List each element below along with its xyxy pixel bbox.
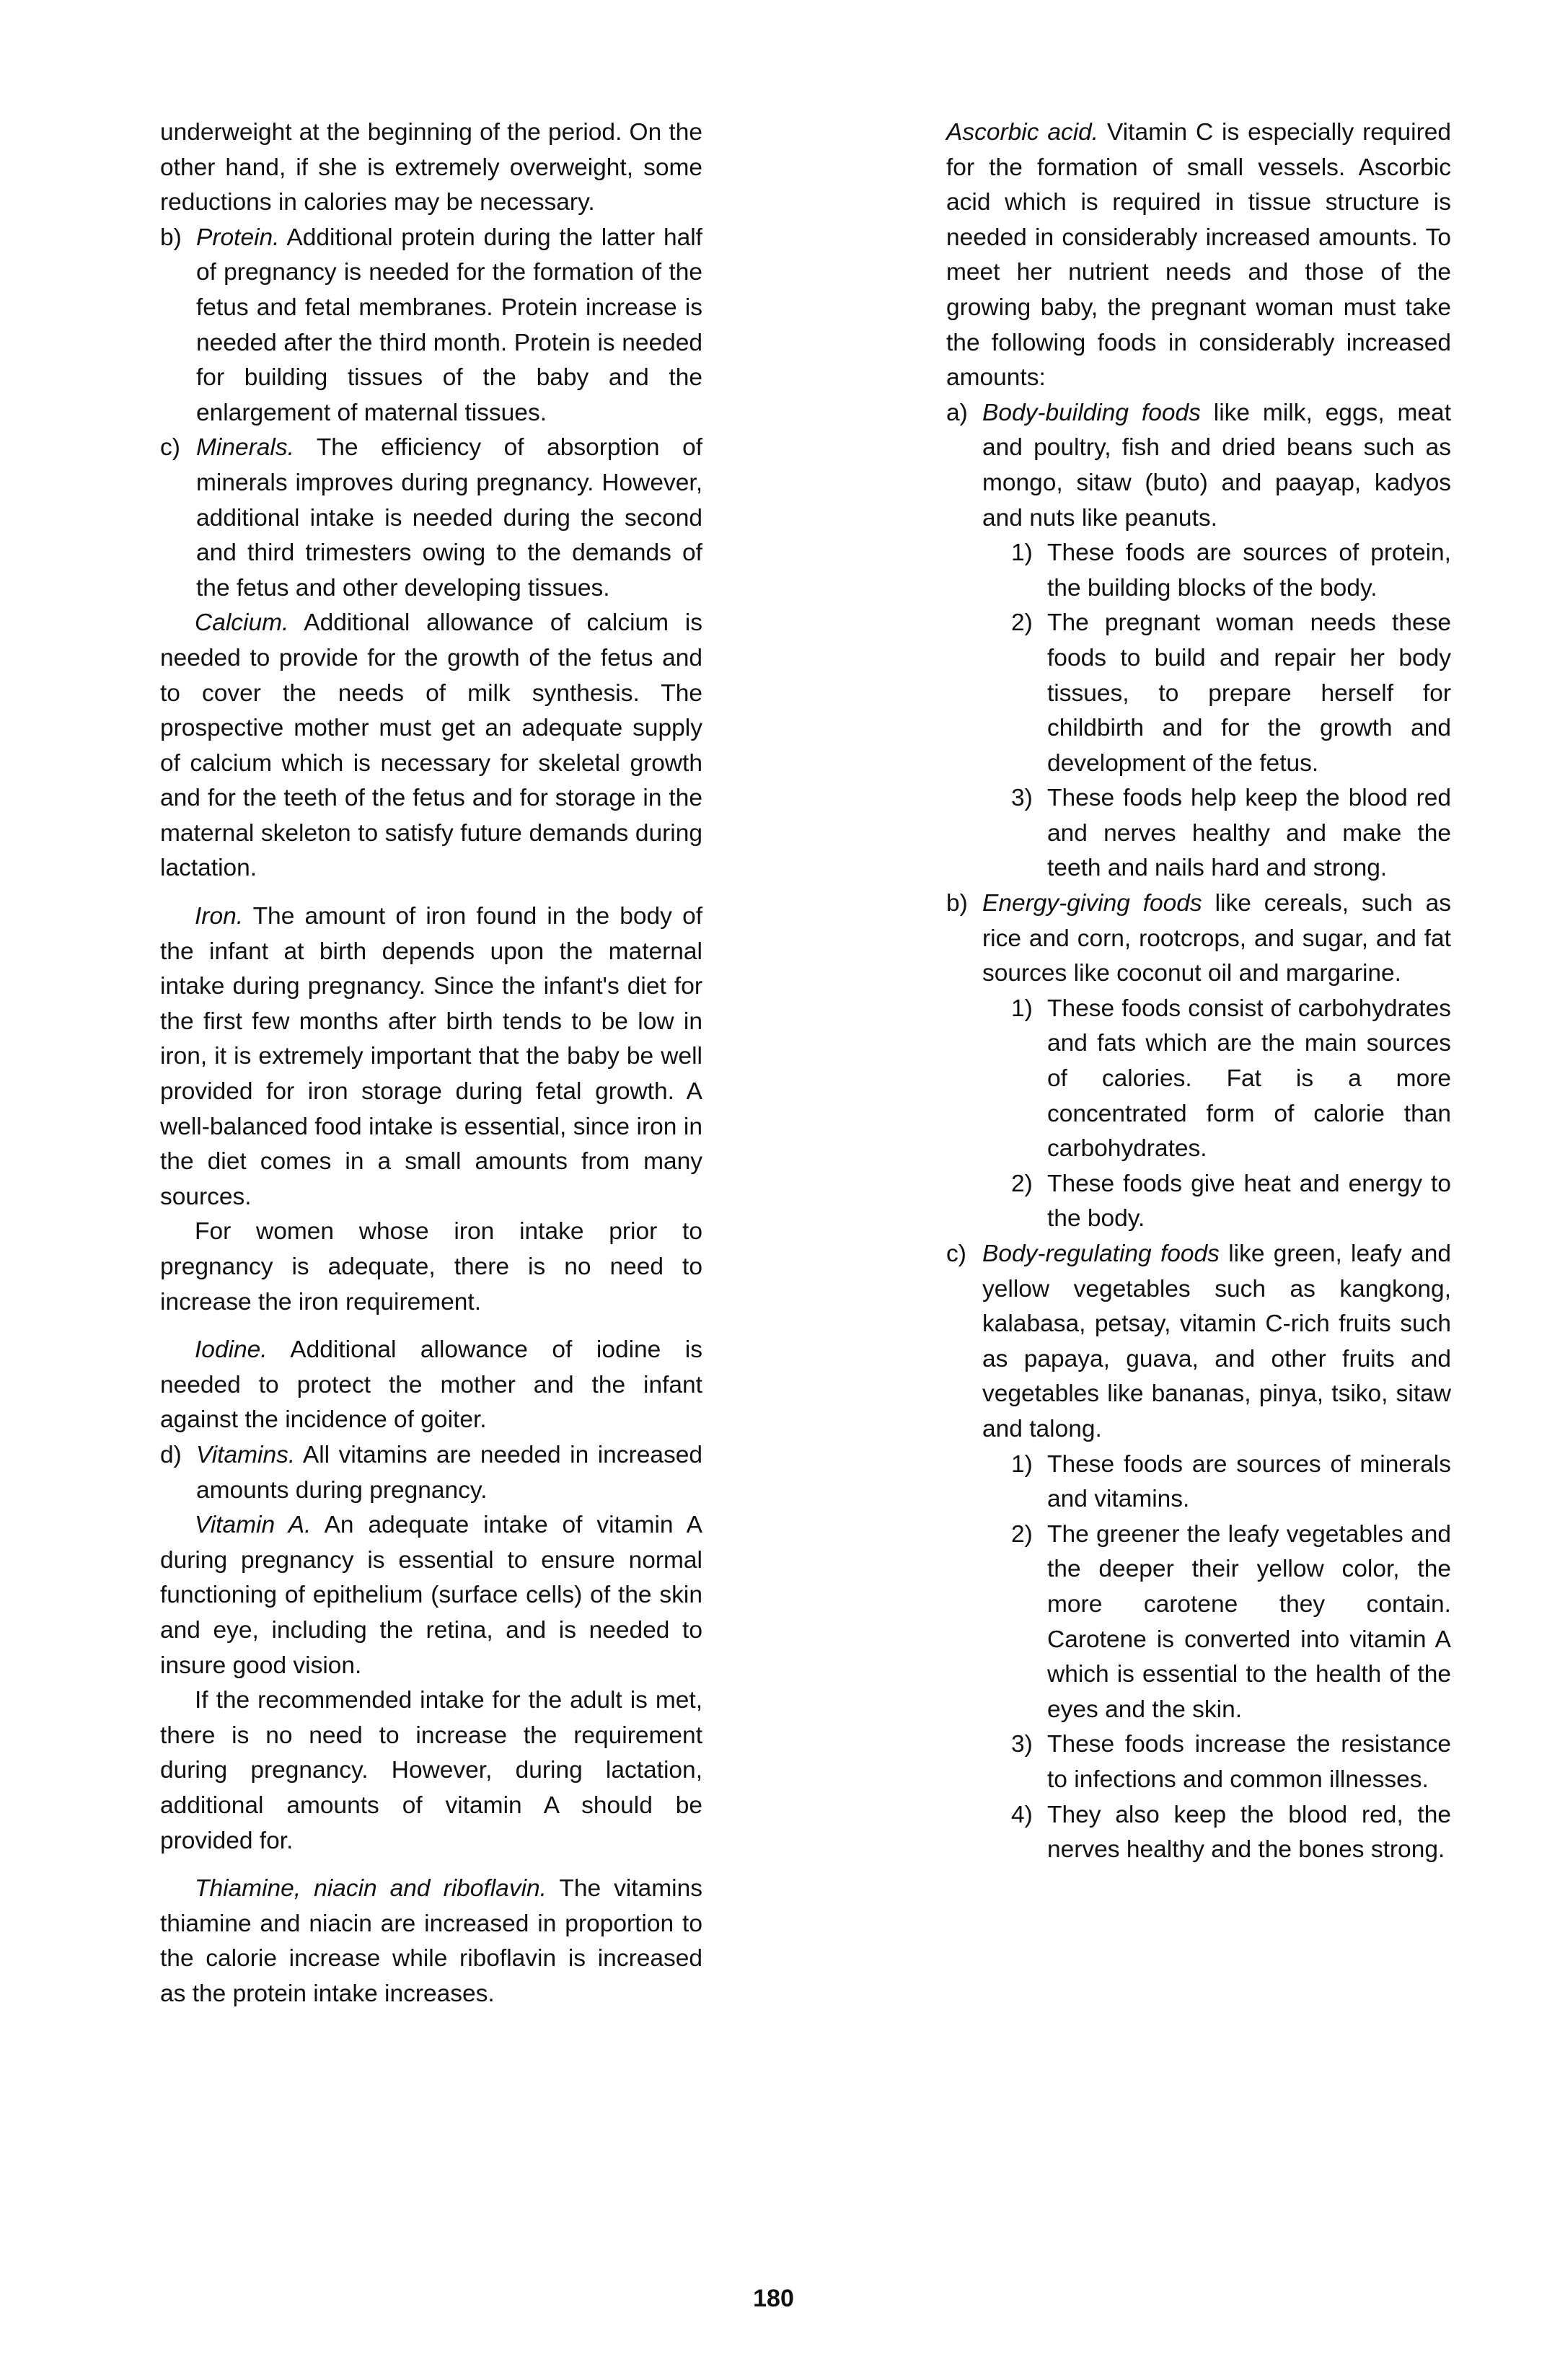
- left-column: [160, 115, 702, 2011]
- list-item-text: These foods are sources of minerals and vitamins.: [1047, 1450, 1451, 1513]
- ascorbic-text: Vitamin C is especially required for the formation of small vessels. Ascorbic acid which is required in tissue structure is needed in considerably increased amounts. To meet her nutrient needs and those of the growing baby, the pregnant woman must take the following foods in considerably increased amounts:: [946, 119, 1452, 392]
- iodine-text: Additional allowance of iodine is needed to protect the mother and the infant against the incidence of goiter.: [160, 1336, 702, 1434]
- list-label: 1): [1011, 539, 1033, 567]
- section-heading-body-building: Body-building foods: [982, 399, 1201, 426]
- list-item: [1011, 992, 1451, 1167]
- list-item-body-regulating: [946, 1237, 1451, 1447]
- vitamin-a-paragraph: [160, 1508, 702, 1683]
- list-label: 4): [1011, 1801, 1033, 1828]
- list-item-protein: [160, 221, 702, 431]
- list-item-text: These foods give heat and energy to the body.: [1047, 1170, 1451, 1233]
- list-item-text: These foods are sources of protein, the building blocks of the body.: [1047, 539, 1451, 601]
- section-heading-iron: Iron.: [195, 903, 244, 930]
- calcium-paragraph: [160, 606, 702, 886]
- section-heading-protein: Protein.: [196, 224, 280, 251]
- list-label: b): [160, 224, 182, 251]
- list-label: d): [160, 1441, 182, 1468]
- list-item-text: These foods help keep the blood red and nerves healthy and make the teeth and nails hard and strong.: [1047, 785, 1451, 882]
- iron-paragraph: [160, 899, 702, 1215]
- calcium-text: Additional allowance of calcium is needed to provide for the growth of the fetus and to cover the needs of milk synthesis. The prospective mother must get an adequate supply of calcium which is necessary for skeletal growth and for the teeth of the fetus and for storage in the maternal skeleton to satisfy future demands during lactation.: [160, 609, 702, 882]
- vitamins-text: All vitamins are needed in increased amounts during pregnancy.: [196, 1441, 702, 1504]
- section-heading-iodine: Iodine.: [195, 1336, 268, 1364]
- right-column: [946, 115, 1451, 1868]
- section-heading-minerals: Minerals.: [196, 434, 294, 462]
- list-item-energy-giving: [946, 886, 1451, 992]
- section-heading-thiamine: Thiamine, niacin and riboflavin.: [195, 1875, 547, 1903]
- list-label: 2): [1011, 1170, 1033, 1197]
- protein-text: Additional protein during the latter half of pregnancy is needed for the formation of the fetus and fetal membranes. Protein increase is needed after the third month. Protein is needed for building tissues of the baby and the enlargement of maternal tissues.: [196, 224, 702, 426]
- list-item: [1011, 606, 1451, 781]
- page-number: 180: [753, 2285, 794, 2312]
- iron-text: The amount of iron found in the body of the infant at birth depends upon the maternal intake during pregnancy. Since the infant's diet for the first few months after birth tends to be low in iron, it is extremely important that the baby be well provided for iron storage during fetal growth. A well-balanced food intake is essential, since iron in the diet comes in a small amounts from many sources.: [160, 903, 703, 1210]
- list-label: c): [160, 434, 180, 462]
- vitamin-a-text: An adequate intake of vitamin A during pregnancy is essential to ensure normal functioning of epithelium (surface cells) of the skin and eye, including the retina, and is needed to insure good vision.: [160, 1512, 702, 1679]
- thiamine-paragraph: [160, 1872, 702, 2011]
- list-label: 3): [1011, 1731, 1033, 1758]
- iron-paragraph-2: For women whose iron intake prior to pregnancy is adequate, there is no need to increase the iron requirement.: [160, 1218, 702, 1315]
- list-label: c): [946, 1240, 966, 1267]
- intro-paragraph: underweight at the beginning of the period. On the other hand, if she is extremely overweight, some reductions in calories may be necessary.: [160, 119, 702, 216]
- vitamin-a-paragraph-2: If the recommended intake for the adult is met, there is no need to increase the requirement during pregnancy. However, during lactation, additional amounts of vitamin A should be provided for.: [160, 1687, 702, 1854]
- list-label: 2): [1011, 609, 1033, 637]
- body-regulating-text: like green, leafy and yellow vegetables such as kangkong, kalabasa, petsay, vitamin C-rich fruits such as papaya, guava, and other fruits and vegetables like bananas, pinya, tsiko, sitaw and talong.: [982, 1240, 1451, 1442]
- list-item-vitamins: [160, 1438, 702, 1508]
- list-item: [1011, 536, 1451, 606]
- list-label: b): [946, 890, 968, 917]
- list-label: 3): [1011, 785, 1033, 812]
- minerals-text: The efficiency of absorption of minerals improves during pregnancy. However, additional intake is needed during the second and third trimesters owing to the demands of the fetus and other developing tissues.: [196, 434, 703, 601]
- section-heading-vitamins: Vitamins.: [196, 1441, 296, 1468]
- list-item-text: These foods consist of carbohydrates and fats which are the main sources of calories. Fat is a more concentrated form of calorie than carbohydrates.: [1047, 995, 1451, 1163]
- list-item: [1011, 781, 1451, 886]
- list-item: [1011, 1167, 1451, 1237]
- section-heading-vitamin-a: Vitamin A.: [195, 1512, 312, 1539]
- list-label: 2): [1011, 1520, 1033, 1548]
- list-label: a): [946, 399, 968, 426]
- section-heading-calcium: Calcium.: [195, 609, 289, 637]
- list-label: 1): [1011, 995, 1033, 1022]
- list-item: [1011, 1798, 1451, 1868]
- list-item-text: The greener the leafy vegetables and the deeper their yellow color, the more carotene they contain. Carotene is converted into vitamin A which is essential to the health of the eyes and the skin.: [1047, 1520, 1451, 1723]
- body-building-text: like milk, eggs, meat and poultry, fish and dried beans such as mongo, sitaw (buto) and paayap, kadyos and nuts like peanuts.: [982, 399, 1452, 532]
- list-item-text: These foods increase the resistance to infections and common illnesses.: [1047, 1731, 1451, 1793]
- list-item: [1011, 1727, 1451, 1797]
- iodine-paragraph: [160, 1333, 702, 1438]
- list-item: [1011, 1447, 1451, 1517]
- list-item-minerals: [160, 431, 702, 606]
- list-item-text: The pregnant woman needs these foods to build and repair her body tissues, to prepare herself for childbirth and for the growth and development of the fetus.: [1047, 609, 1451, 777]
- energy-giving-text: like cereals, such as rice and corn, rootcrops, and sugar, and fat sources like coconut oil and margarine.: [982, 890, 1451, 987]
- list-item: [1011, 1517, 1451, 1728]
- list-item-text: They also keep the blood red, the nerves healthy and the bones strong.: [1047, 1801, 1451, 1864]
- thiamine-text: The vitamins thiamine and niacin are increased in proportion to the calorie increase while riboflavin is increased as the protein intake increases.: [160, 1875, 702, 2007]
- list-label: 1): [1011, 1450, 1033, 1478]
- section-heading-energy-giving: Energy-giving foods: [982, 890, 1202, 917]
- ascorbic-paragraph: [946, 115, 1451, 396]
- section-heading-body-regulating: Body-regulating foods: [982, 1240, 1220, 1267]
- list-item-body-building: [946, 396, 1451, 536]
- section-heading-ascorbic: Ascorbic acid.: [946, 119, 1099, 146]
